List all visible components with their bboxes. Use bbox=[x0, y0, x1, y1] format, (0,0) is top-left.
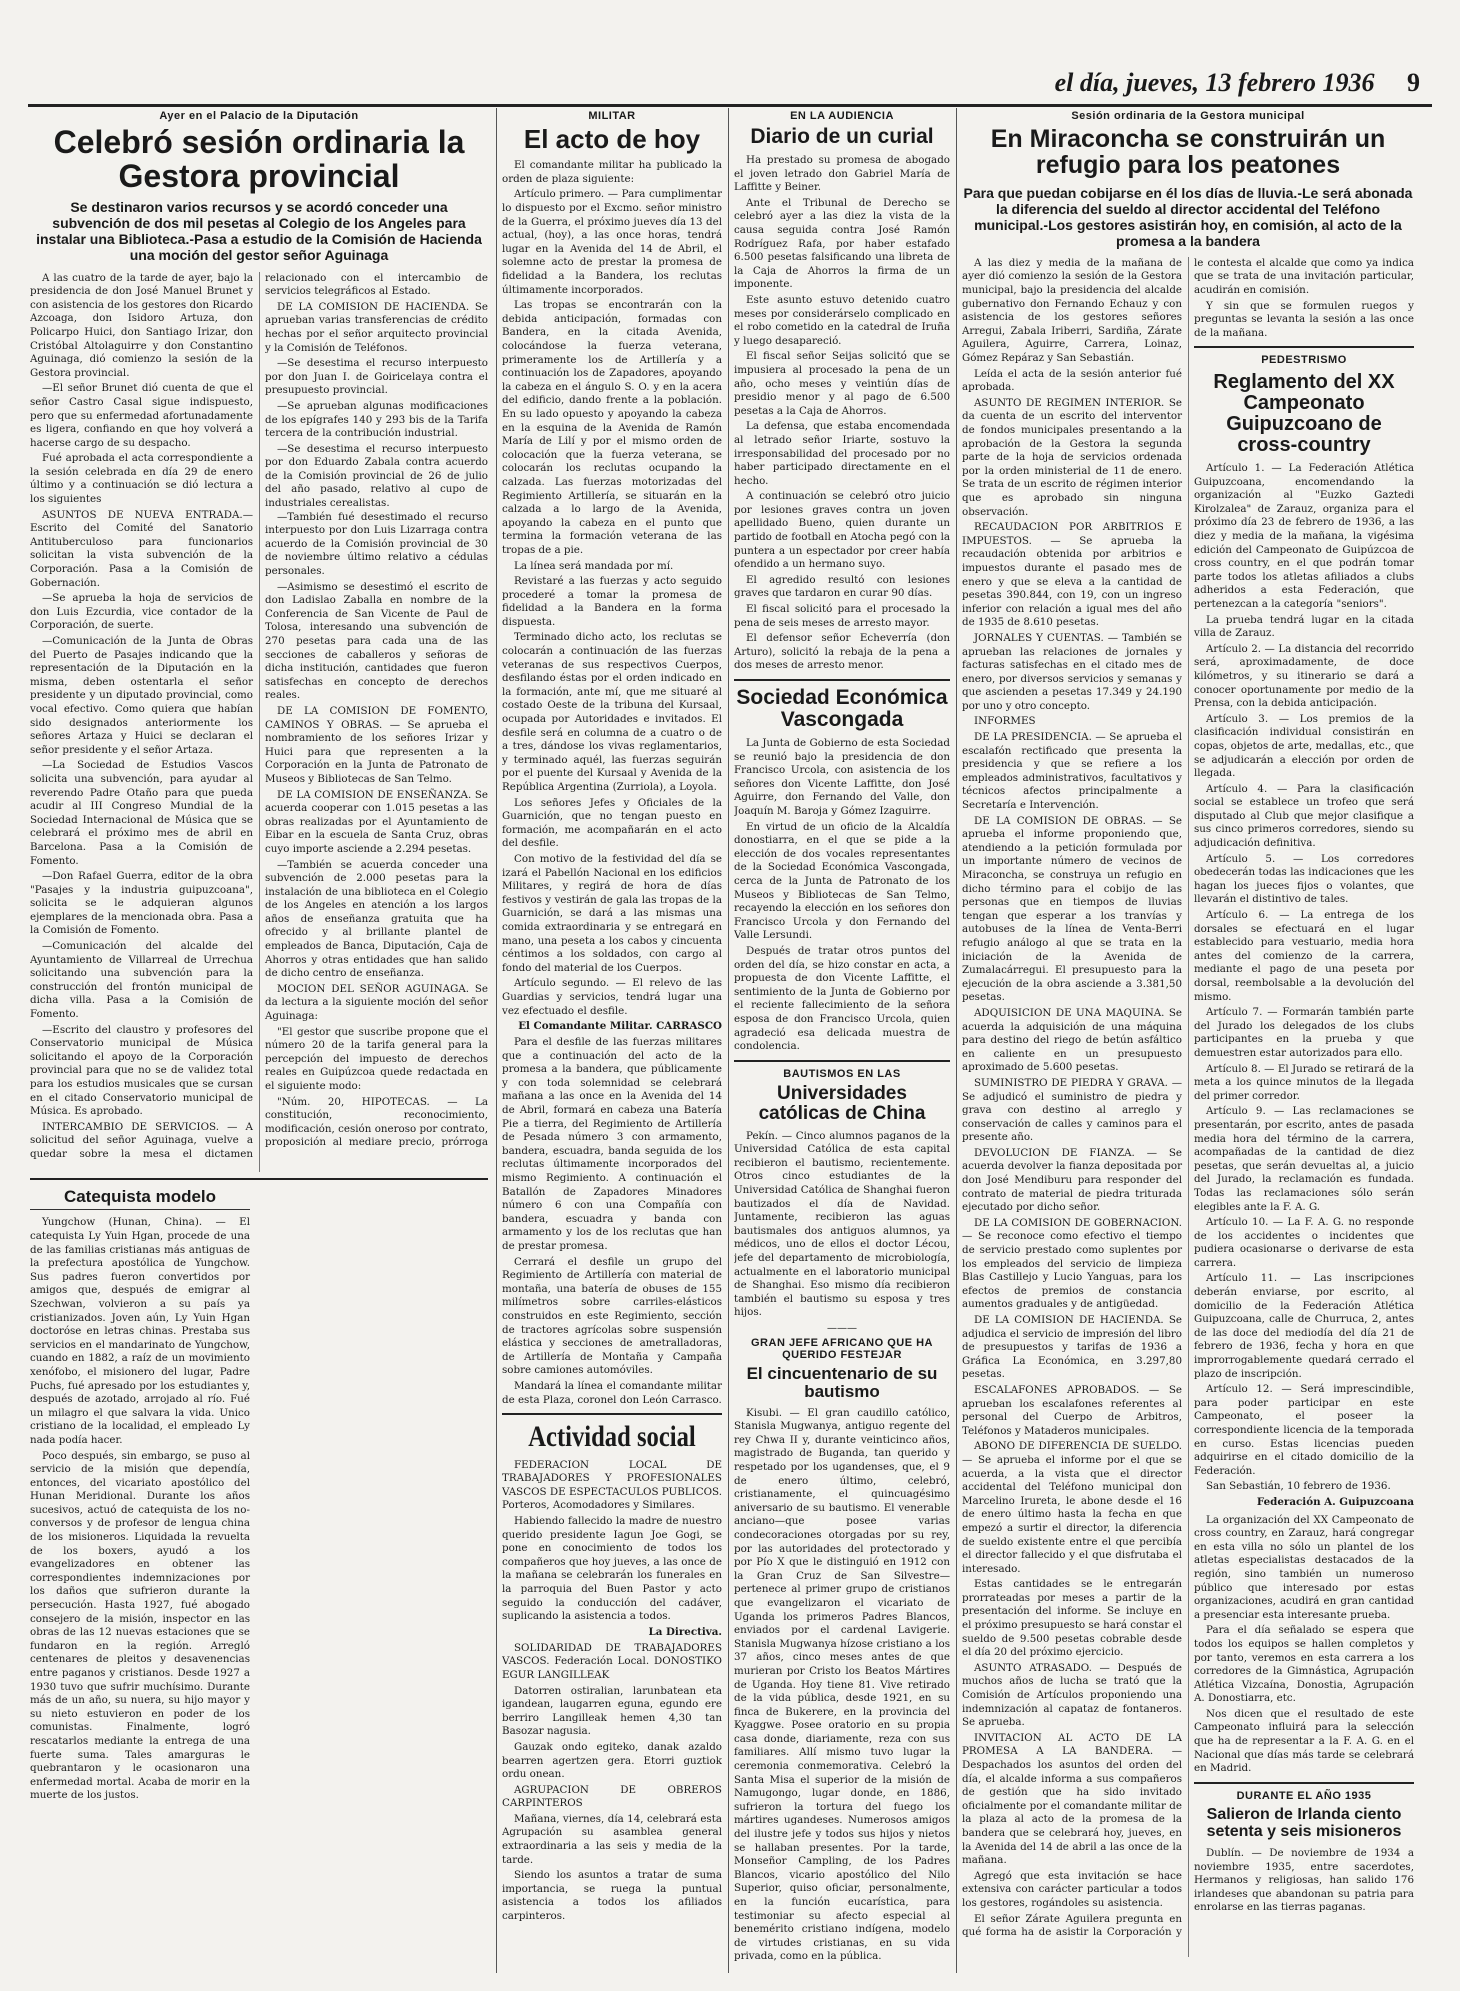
paragraph: Artículo 9. — Las reclamaciones se presentarán, por escrito, antes de pasada media hora del término de la carrera, acompañadas de la cantidad de diez pesetas, que serán devueltas al, a juicio del Jurado, la reclamación es fundada. Todas las reclamaciones sólo serán elegibles ante la F. A. G. bbox=[1194, 1105, 1414, 1213]
paragraph: Gauzak ondo egiteko, danak azaldo bearren agertzen gera. Etorri guztiok ordu onean. bbox=[502, 1740, 722, 1781]
article-audiencia bbox=[734, 108, 950, 1973]
paragraph: Poco después, sin embargo, se puso al servicio de la misión que dependía, entonces, del vicariato apostólico del Hunan Meridional. Durante los años sucesivos, actuó de catequista de los no-conversos y de profesor de lengua china de los misioneros. Liquidada la revuelta de los boxers, ayudó a los evangelizadores en obtener las correspondientes indemnizaciones por los daños que sufrieron durante la persecución. Hasta 1927, fué abogado consejero de la misión, inspector en las obras de las 12 nuevas estaciones que se fundaron en la región. Arregló centenares de pleitos y desavenencias entre paganos y cristianos. Desde 1927 a 1930 tuvo que sufrir muchísimo. Durante más de un año, su nuera, su hijo mayor y su nieto estuvieron en poder de los comunistas. Finalmente, logró rescatarlos mediante la entrega de una fuerte suma. Tales amarguras le quebrantaron y le ocasionaron una enfermedad mortal. Acaba de morir en la muerte de los justos. bbox=[30, 1449, 250, 1802]
paragraph: Dublín. — De noviembre de 1934 a noviembre 1935, entre sacerdotes, Hermanos y religiosas, han salido 176 irlandeses que abandonan su patria para enrolarse en las tierras paganas. bbox=[1194, 1847, 1414, 1914]
paragraph: Este asunto estuvo detenido cuatro meses por considerárselo complicado en el robo cometido en la catedral de Iruña y luego desapareció. bbox=[734, 293, 950, 347]
paragraph: El comandante militar ha publicado la orden de plaza siguiente: bbox=[502, 159, 722, 185]
paragraph: Artículo 4. — Para la clasificación social se establece un trofeo que será disputado al Club que mejor clasifique a sus cinco primeros corredores, siendo su adjudicación definitiva. bbox=[1194, 782, 1414, 850]
kicker: BAUTISMOS EN LAS bbox=[783, 1067, 901, 1080]
paragraph: A las diez y media de la mañana de ayer dió comienzo la sesión de la Gestora municipal, bajo la presidencia del alcalde gubernativo don Fernando Echauz y con asistencia de los gestores señores Arregui, Zabala Iriberri, Sardiña, Zárate Aguilera, Aguirre, Carrera, Loinaz, Gómez Repáraz y San Sebastián. bbox=[962, 256, 1182, 365]
paragraph: ADQUISICION DE UNA MAQUINA. Se acuerda la adquisición de una máquina para destino del riego de betún asfáltico en caliente en un presupuesto aproximado de 5.600 pesetas. bbox=[962, 1006, 1182, 1074]
paragraph: Datorren ostiralian, larunbatean eta igandean, laugarren eguna, egundo ere berriro Langilleak hemen 4,30 tan Basozar nagusia. bbox=[502, 1684, 722, 1738]
divider bbox=[502, 1413, 722, 1415]
univ-body bbox=[734, 1130, 950, 1320]
masthead-title: el día, jueves, 13 febrero 1936 bbox=[1054, 68, 1375, 97]
paragraph: Leída el acta de la sesión anterior fué aprobada. bbox=[962, 367, 1182, 394]
paragraph: —Se aprueban algunas modificaciones de los epígrafes 140 y 293 bis de la Tarifa tercera de la contribución industrial. bbox=[265, 399, 488, 440]
kicker: GRAN JEFE AFRICANO QUE HA QUERIDO FESTEJAR bbox=[751, 1336, 933, 1361]
paragraph: Después de tratar otros puntos del orden del día, se hizo constar en acta, a propuesta de don Vicente Laffitte, el sentimiento de la Junta de Gobierno por el reciente fallecimiento de la señora esposa de don Francisco Urcola, quien agradeció esa delicada muestra de condolencia. bbox=[734, 945, 950, 1053]
paragraph: Nos dicen que el resultado de este Campeonato influirá para la selección que ha de representar a la F. A. G. en el Nacional que días más tarde se celebrará en Madrid. bbox=[1194, 1707, 1414, 1775]
paragraph: MOCION DEL SEÑOR AGUINAGA. Se da lectura a la siguiente moción del señor Aguinaga: bbox=[265, 982, 488, 1023]
kicker: Ayer en el Palacio de la Diputación bbox=[159, 110, 359, 122]
paragraph: En virtud de un oficio de la Alcaldía donostiarra, en el que se pide a la elección de dos vocales representantes de la Sociedad Económica Vascongada, cerca de la Junta de Patronato de los Museos y Bibliotecas de San Telmo, recayendo la elección en los señores don Francisco Urcola y don Fernando del Valle Lersundi. bbox=[734, 820, 950, 942]
headline: Celebró sesión ordinaria la Gestora provincial bbox=[53, 124, 465, 194]
paragraph: —Escrito del claustro y profesores del Conservatorio municipal de Música solicitando el apoyo de la Corporación provincial para que no se de validez total para los estudios musicales que se cursan en el citado Conservatorio municipal de Música. Es aprobado. bbox=[30, 1023, 253, 1118]
article-body bbox=[30, 1216, 250, 1803]
paragraph: "Núm. 20, HIPOTECAS. — La constitución, reconocimiento, modificación, cesión oneroso por contrato, proposición al mediare precio, prórroga bbox=[265, 1095, 488, 1149]
headline: Salieron de Irlanda ciento setenta y seis misioneros bbox=[1206, 1806, 1402, 1841]
kicker: PEDESTRISMO bbox=[1261, 354, 1347, 367]
paragraph: DE LA COMISION DE HACIENDA. Se aprueban varias transferencias de crédito hechas por el señor arquitecto provincial y la Comisión de Teléfonos. bbox=[265, 300, 488, 354]
paragraph: Artículo 11. — Las inscripciones deberán enviarse, por escrito, al domicilio de la Federación Atlética Guipuzcoana, calle de Churruca, 2, antes de las doce del mediodía del día 21 de febrero de 1936, fecha y hora en que improrrogablemente quedará cerrado el plazo de inscripción. bbox=[1194, 1272, 1414, 1380]
paragraph: FEDERACION LOCAL DE TRABAJADORES Y PROFESIONALES VASCOS DE ESPECTACULOS PUBLICOS. Porteros, Acomodadores y Similares. bbox=[502, 1458, 722, 1512]
divider bbox=[1194, 1782, 1414, 1784]
paragraph: La prueba tendrá lugar en la citada villa de Zarauz. bbox=[1194, 613, 1414, 640]
paragraph: El fiscal señor Seijas solicitó que se impusiera al procesado la pena de un año, ocho meses y veintiún días de presidio menor y al pago de 6.500 pesetas a la Caja de Ahorros. bbox=[734, 350, 950, 417]
divider bbox=[30, 1178, 488, 1180]
headline: En Miraconcha se construirán un refugio para los peatones bbox=[990, 125, 1386, 180]
paragraph: —Se aprueba la hoja de servicios de don Luis Ezcurdia, vice contador de la Corporación, de suerte. bbox=[30, 592, 253, 632]
paragraph: DE LA PRESIDENCIA. — Se aprueba el escalafón rectificado que presenta la presidencia y que se refiere a los empleados administrativos, facultativos y técnicos afectos principalmente a Secretaría e Intervención. bbox=[962, 731, 1182, 812]
paragraph: INVITACION AL ACTO DE LA PROMESA A LA BANDERA. — Despachados los asuntos del orden del día, el alcalde informa a sus compañeros de gestión que ha sido invitado oficialmente por el comandante militar de la plaza al acto de la promesa de la bandera que se celebrará hoy, jueves, en la Avenida del 14 de abril a las once de la mañana. bbox=[962, 1731, 1182, 1867]
paragraph: DEVOLUCION DE FIANZA. — Se acuerda devolver la fianza depositada por don José Mendiburu para responder del contrato de material de piedra triturada ejecutado por dicho señor. bbox=[962, 1146, 1182, 1214]
ped-body bbox=[1194, 462, 1414, 1494]
paragraph: Artículo 12. — Será imprescindible, para poder participar en este Campeonato, el poseer la correspondiente licencia de la temporada en curso. Estas licencias pueden adquirirse en el citado domicilio de la Federación. bbox=[1194, 1383, 1414, 1477]
paragraph: —Comunicación del alcalde del Ayuntamiento de Villarreal de Urrechua solicitando una subvención para la construcción del frontón municipal de dicha villa. Pasa a la Comisión de Fomento. bbox=[30, 940, 253, 1021]
paragraph: Kisubi. — El gran caudillo católico, Stanisla Mugwanya, antiguo regente del rey Chwa II y, durante veinticinco años, magistrado de Buganda, tan querido y respetado por los ugandenses, que, el 9 de enero último, celebró, cristianamente, el quincuagésimo aniversario de su bautismo. El venerable anciano—que posee varias condecoraciones otorgadas por su rey, por las autoridades del protectorado y por Pío X que le distinguió en 1912 con la Gran Cruz de San Silvestre—pertenece al primer grupo de cristianos que evangelizaron el vicariato de Uganda los primeros Padres Blancos, enviados por el cardenal Lavigerie. Stanisla Mugwanya hízose cristiano a los 37 años, cinco meses antes de que murieran por Cristo los Beatos Mártires de Uganda. Hoy tiene 81. Vive retirado de la vida pública, desde 1921, en su finca de Bukerere, en la provincia del Kyaggwe. Posee oratorio en su propia casa donde, diariamente, reza con sus familiares. Allí mismo tuvo lugar la ceremonia conmemorativa. Celebró la Santa Misa el superior de la misión de Namugongo, lugar donde, en 1886, sufrieron la tortura del fuego los mártires ugandeses. Numerosos amigos del ilustre jefe y todos sus hijos y nietos se hallaban presentes. Por la tarde, Monseñor Campling, de los Padres Blancos, vicario apostólico del Nilo Superior, quiso oficiar, personalmente, en la función eucarística, para testimoniar su afecto especial al benemérito cristiano indígena, modelo de virtudes cristianas, en su vida privada, como en la pública. bbox=[734, 1406, 950, 1963]
paragraph: ABONO DE DIFERENCIA DE SUELDO. — Se aprueba el informe por el que se acuerda, a la vista que el director accidental del Teléfono municipal don Marcelino Irureta, le abone desde el 16 de enero último hasta la fecha en que empezó a surtir el director, la diferencia de sueldo existente entre el que percibía el director fallecido y el que disfrutaba el interesado. bbox=[962, 1440, 1182, 1575]
paragraph: DE LA COMISION DE FOMENTO, CAMINOS Y OBRAS. — Se aprueba el nombramiento de los señores Irizar y Huici para que representen a la Corporación en la Junta de Patronato de Museos y Bibliotecas de San Telmo. bbox=[265, 704, 488, 785]
paragraph: Artículo 8. — El Jurado se retirará de la meta a los quince minutos de la llegada del primer corredor. bbox=[1194, 1062, 1414, 1102]
paragraph: San Sebastián, 10 febrero de 1936. bbox=[1206, 1480, 1391, 1493]
paragraph: SUMINISTRO DE PIEDRA Y GRAVA. — Se adjudicó el suministro de piedra y grava con destino al arreglo y conservación de calles y caminos para el presente año. bbox=[962, 1076, 1182, 1144]
paragraph: ASUNTO DE REGIMEN INTERIOR. Se da cuenta de un escrito del interventor de fondos municipales presentando a la aprobación de la Gestora la segunda parte de la hoja de servicios ordenada por la orden ministerial de 11 de enero. Se trata de un escrito de régimen interior que es aprobado sin ninguna observación. bbox=[962, 396, 1182, 518]
column-rule bbox=[728, 108, 729, 1973]
paragraph: Terminado dicho acto, los reclutas se colocarán a continuación de las fuerzas veteranas de sus respectivos Cuerpos, desfilando éstas por el orden indicado en la formación, ante mí, que me situaré al costado Oeste de la tribuna del Kursaal, ocupada por Autoridades e invitados. El desfile será en columna de a cuatro o de a tres, dándose los vivas reglamentarios, y terminado aquél, las fuerzas seguirán por el puente del Kursaal y Avenida de la República Argentina (Zurriola), a Loyola. bbox=[502, 631, 722, 794]
paragraph: Artículo 2. — La distancia del recorrido será, aproximadamente, de doce kilómetros, y su itinerario se dará a conocer oportunamente por medio de la Prensa, con la debida anticipación. bbox=[1194, 642, 1414, 710]
paragraph: Artículo primero. — Para cumplimentar lo dispuesto por el Excmo. señor ministro de la Guerra, el próximo jueves día 13 del actual, (hoy), a las once horas, tendrá lugar en la Avenida del 14 de Abril, el solemne acto de prestar la promesa de fidelidad a la Bandera, los reclutas últimamente incorporados. bbox=[502, 188, 722, 296]
masthead bbox=[1055, 68, 1420, 102]
paragraph: ESCALAFONES APROBADOS. — Se aprueban los escalafones referentes al personal del Cuerpo de Arbitros, Teléfonos y Mataderos municipales. bbox=[962, 1383, 1182, 1437]
paragraph: Mañana, viernes, día 14, celebrará esta Agrupación su asamblea general extraordinaria a las seis y media de la tarde. bbox=[502, 1812, 722, 1866]
article-body bbox=[502, 159, 722, 1018]
article-gestora-provincial bbox=[30, 108, 488, 1973]
paragraph: ASUNTO ATRASADO. — Después de muchos años de lucha se trató que la Comisión de Artículos proponiendo una indemnización al capataz de fontaneros. Se aprueba. bbox=[962, 1661, 1182, 1729]
gran-body bbox=[734, 1407, 950, 1964]
article-body bbox=[962, 257, 1414, 1957]
paragraph: Cerrará el desfile un grupo del Regimiento de Artillería con material de montaña, una batería de obuses de 155 milímetros sobre carriles-elásticos construidos en este Regimiento, sección de tractores agrícolas sobre suspensión elástica y secciones de ametralladoras, de Artillería de Montaña y Campaña sobre camiones automóviles. bbox=[502, 1255, 722, 1377]
article-body bbox=[734, 154, 950, 673]
social-body bbox=[502, 1459, 722, 1624]
paragraph: SOLIDARIDAD DE TRABAJADORES VASCOS. Federación Local. DONOSTIKO EGUR LANGILLEAK bbox=[502, 1641, 722, 1681]
paragraph: ASUNTOS DE NUEVA ENTRADA.— Escrito del Comité del Sanatorio Antituberculoso para funcionarios solicitan la vista subvención de la Corporación. Pasa a la Comisión de Gobernación. bbox=[30, 508, 253, 589]
paragraph: —Comunicación de la Junta de Obras del Puerto de Pasajes indicando que la representación de la Diputación en la misma, deben ostentarla el señor presidente y un diputado provincial, como vocal efectivo. Como quiera que habían sido designados anteriormente los señores Artaza y Huici se declaran el señor presidente y el señor Artaza. bbox=[30, 635, 253, 756]
article-acto-de-hoy bbox=[502, 108, 722, 1973]
paragraph: INTERCAMBIO DE SERVICIOS. — A solicitud del señor Aguinaga, vuelve a quedar sobre la mesa el dictamen relacionado con el intercambio de servicios telegráficos al Estado. bbox=[30, 271, 488, 1160]
paragraph: Artículo 7. — Formarán también parte del Jurado los delegados de los clubs participantes en la prueba y que demuestren estar autorizados para ello. bbox=[1194, 1006, 1414, 1059]
paragraph: Artículo 1. — La Federación Atlética Guipuzcoana, encomendando la organización al "Euzko Gaztedi Kirolzalea" de Zarauz, organiza para el próximo día 23 de febrero de 1936, a las diez y media de la mañana, la vigésima edición del Campeonato de Guipúzcoa de cross country, en el que podrán tomar parte todos los atletas afiliados a clubs adheridos a esta Federación, que pertenezcan a la categoría "seniors". bbox=[1194, 462, 1414, 610]
paragraph: Artículo 5. — Los corredores obedecerán todas las indicaciones que les hagan los jueces fijos o volantes, que llevarán el distintivo de tales. bbox=[1194, 852, 1414, 906]
page-number: 9 bbox=[1407, 68, 1420, 97]
paragraph: Artículo 6. — La entrega de los dorsales se efectuará en el lugar establecido para vestuario, media hora antes del comienzo de la carrera, mediante el pago de una peseta por dorsal, reembolsable a la devolución del mismo. bbox=[1194, 909, 1414, 1003]
paragraph: Para el día señalado se espera que todos los equipos se hallen completos y por tanto, veremos en esta carrera a los corredores de la Gimnástica, Agrupación Atlética Vizcaína, Donostia, Agrupación A. Donostiarra, etc. bbox=[1194, 1624, 1414, 1705]
ped-body-2 bbox=[1194, 1514, 1414, 1776]
headline: El acto de hoy bbox=[523, 124, 701, 154]
paragraph: DE LA COMISION DE OBRAS. — Se aprueba el informe proponiendo que, atendiendo a la petición formulada por un importante número de vecinos de Miraconcha, se construya un refugio en dicho término para el cobijo de las personas que en tiempos de lluvias tengan que esperar a los tranvías y autobuses de la línea de Venta-Berri refugio análogo al que se trata en la iniciación de la Avenida de Zumalacárregui. El presupuesto para la ejecución de la obra asciende a 3.381,50 pesetas. bbox=[962, 814, 1182, 1004]
article-body-2 bbox=[502, 1036, 722, 1407]
headline: Actividad social bbox=[528, 1420, 696, 1454]
headline: Sociedad Económica Vascongada bbox=[736, 686, 948, 732]
subheadline: Se destinaron varios recursos y se acordó conceder una subvención de dos mil pesetas al Colegio de los Angeles para instalar una Biblioteca.-Pasa a estudio de la Comisión de Hacienda una moción del gestor señor Aguinaga bbox=[36, 199, 482, 264]
subheadline: Para que puedan cobijarse en él los días de lluvia.-Le será abonada la diferencia del sueldo al director accidental del Teléfono municipal.-Los gestores asistirán hoy, en comisión, al acto de la promesa a la bandera bbox=[963, 184, 1413, 249]
paragraph: —Se desestima el recurso interpuesto por don Eduardo Zabala contra acuerdo de la Comisión provincial de 26 de julio del año pasado, relativo al cupo de industriales cerealistas. bbox=[265, 442, 488, 510]
signature: La Directiva. bbox=[648, 1625, 722, 1638]
paragraph: RECAUDACION POR ARBITRIOS E IMPUESTOS. — Se aprueba la recaudación obtenida por arbitrios e impuestos durante el pasado mes de enero y que se eleva a la cantidad de pesetas 390.844, con 19, con un ingreso inferior con relación a igual mes del año de 1935 de 8.610 pesetas. bbox=[962, 521, 1182, 629]
paragraph: La organización del XX Campeonato de cross country, en Zarauz, hará congregar en esta villa no sólo un plantel de los atletas especialistas destacados de la región, sino también un numeroso público que interesado por estas organizaciones, acudirá en gran cantidad a presenciar esta interesante prueba. bbox=[1194, 1513, 1414, 1621]
headline: El cincuentenario de su bautismo bbox=[746, 1363, 938, 1401]
article-gestora-municipal bbox=[962, 108, 1414, 1973]
column-rule bbox=[956, 108, 957, 1973]
paragraph: Con motivo de la festividad del día se izará el Pabellón Nacional en los edificios Militares, y regirá de hora de días festivos y vestirán de gala las tropas de la Guarnición, se dará a las mismas una comida extraordinaria y se entregará en mano, una peseta a los cabos y cincuenta céntimos a los soldados, con cargo al fondo del material de los Cuerpos. bbox=[502, 852, 722, 974]
paragraph: El agredido resultó con lesiones graves que tardaron en curar 90 días. bbox=[734, 573, 950, 600]
paragraph: Artículo 3. — Los premios de la clasificación individual consistirán en copas, objetos de arte, medallas, etc., que se adjudicarán a elección por orden de llegada. bbox=[1194, 712, 1414, 780]
paragraph: Los señores Jefes y Oficiales de la Guarnición, que no tengan puesto en formación, me acompañarán en el acto del desfile. bbox=[502, 796, 722, 850]
paragraph: Estas cantidades se le entregarán prorrateadas por meses a partir de la presentación del informe. Se incluye en el próximo presupuesto se hará constar el sueldo de 9.500 pesetas cobrable desde el día 20 del próximo ejercicio. bbox=[962, 1578, 1182, 1659]
kicker: EN LA AUDIENCIA bbox=[790, 110, 894, 122]
paragraph: A continuación se celebró otro juicio por lesiones graves contra un joven apellidado Bueno, quien durante un partido de football en Atocha pegó con la puntera a un espectador por creer había ofendido a un hermano suyo. bbox=[734, 490, 950, 571]
kicker: MILITAR bbox=[588, 110, 636, 122]
paragraph: Agregó que esta invitación se hace extensiva con carácter particular a todos los gestores, rogándoles su asistencia. bbox=[962, 1869, 1182, 1909]
paragraph: Ha prestado su promesa de abogado el joven letrado don Gabriel María de Laffitte y Beiner. bbox=[734, 154, 950, 194]
paragraph: DE LA COMISION DE HACIENDA. Se adjudica el servicio de impresión del libro de presupuestos y tarifas de 1936 a Gráfica La Económica, en 3.297,80 pesetas. bbox=[962, 1314, 1182, 1381]
social-body-2 bbox=[502, 1642, 722, 1924]
signature: El Comandante Militar. CARRASCO bbox=[518, 1020, 722, 1033]
headline: Universidades católicas de China bbox=[758, 1082, 926, 1124]
paragraph: DE LA COMISION DE ENSEÑANZA. Se acuerda cooperar con 1.015 pesetas a las obras realizadas por el Ayuntamiento de Eibar en la escuela de Santa Cruz, obras cuyo importe asciende a 2.294 pesetas. bbox=[265, 788, 488, 855]
paragraph: El señor Zárate Aguilera pregunta en qué forma ha de asistir la Corporación y le contesta el alcalde que como ya indica que se trata de una invitación particular, acudirán en comisión. bbox=[962, 256, 1414, 1939]
paragraph: Yungchow (Hunan, China). — El catequista Ly Yuin Hgan, procede de una de las familias cristianas más antiguas de la prefectura apostólica de Yungchow. Sus padres fueron convertidos por amigos que, después de emigrar al Szechwan, volvieron a su país ya cristianizados. Joven aún, Ly Yuin Hgan doctoróse en letras chinas. Prestaba sus servicios en el mandarinato de Yungchow, cuando en 1882, a raíz de un movimiento xenófobo, el misionero del lugar, Padre Puchs, fué apresado por los estudiantes y, después de azotado, arrojado al río. Fué un milagro el que salvara la vida. Unico cristiano de la localidad, el empleado Ly nada podía hacer. bbox=[30, 1216, 250, 1446]
divider bbox=[1194, 346, 1414, 348]
paragraph: INFORMES bbox=[974, 715, 1036, 728]
paragraph: Las tropas se encontrarán con la debida anticipación, formadas con Bandera, en la citada Avenida, colocándose la fuerza veterana, primeramente los de Artillería y a continuación los de Zapadores, apoyando la cabeza en el ángulo S. O. y en la acera del edificio, dando frente a la población. En su lado opuesto y apoyando la cabeza en la esquina de la Avenida de Ramón María de Lilí y por el mismo orden de colocación que la fuerza veterana, se colocarán los reclutas ocupando la calzada. Las fuerzas motorizadas del Regimiento Artillería, se situarán en la calzada a lo largo de la Avenida, apoyando la cabeza en el punto que termina la formación veterana de las tropas de a pie. bbox=[502, 299, 722, 556]
paragraph: Ante el Tribunal de Derecho se celebró ayer a las diez la vista de la causa seguida contra José Ramón Rodríguez Rafa, por haber estafado 6.500 pesetas falsificando una libreta de la Caja de Ahorros la firma de un imponente. bbox=[734, 196, 950, 291]
top-rule bbox=[28, 104, 1432, 107]
sal-body bbox=[1194, 1847, 1414, 1915]
paragraph: La defensa, que estaba encomendada al letrado señor Iriarte, sostuvo la irresponsabilidad del procesado por no haber participado directamente en el hecho. bbox=[734, 420, 950, 487]
paragraph: Fué aprobada el acta correspondiente a la sesión celebrada en día 29 de enero último y a continuación se dió lectura a los siguientes bbox=[30, 452, 253, 506]
paragraph: Para el desfile de las fuerzas militares que a continuación del acto de la promesa a la bandera, que públicamente y con toda solemnidad se celebrará mañana a las once en la Avenida del 14 de Abril, formará en cabeza una Batería Pie a tierra, del Regimiento de Artillería de Pesada número 3 con armamento, bandera, escuadra, banda seguida de los reclutas últimamente incorporados del mismo Regimiento. A continuación el Batallón de Zapadores Minadores número 6 con una Compañía con bandera, escuadra y banda con armamento y los de los reclutas que han de prestar promesa. bbox=[502, 1036, 722, 1253]
divider bbox=[734, 1060, 950, 1062]
paragraph: —Asimismo se desestimó el escrito de don Ladislao Zaballa en nombre de la Conferencia de San Vicente de Paul de Tolosa, interesando una subvención de 270 pesetas para cada una de las secciones de caballeros y señoras de dicha institución, cantidades que fueron satisfechas en concepto de derechos reales. bbox=[265, 580, 488, 702]
paragraph: Habiendo fallecido la madre de nuestro querido presidente Iagun Joe Gogi, se pone en conocimiento de todos los compañeros que hoy jueves, a las once de la mañana se celebrarán los funerales en la parroquia del Buen Pastor y acto seguido la conducción del cadáver, suplicando la asistencia a todos. bbox=[502, 1515, 722, 1623]
paragraph: Revistaré a las fuerzas y acto seguido procederé a tomar la promesa de fidelidad a la Bandera en la forma dispuesta. bbox=[502, 575, 722, 628]
paragraph: Y sin que se formulen ruegos y preguntas se levanta la sesión a las once de la mañana. bbox=[1194, 299, 1414, 339]
paragraph: A las cuatro de la tarde de ayer, bajo la presidencia de don José Manuel Brunet y con asistencia de los gestores don Ricardo Azcoaga, don Isidoro Artuza, don Policarpo Huici, don Santiago Irizar, don Cristóbal Altolaguirre y don Constantino Aguinaga, dió comienzo la sesión de la Gestora provincial. bbox=[30, 271, 253, 379]
signature: Federación A. Guipuzcoana bbox=[1256, 1495, 1414, 1508]
kicker: Sesión ordinaria de la Gestora municipal bbox=[1071, 110, 1305, 122]
paragraph: —También fué desestimado el recurso interpuesto por don Luis Lizarraga contra acuerdo de la Comisión provincial de 30 de noviembre último relativo a cédulas personales. bbox=[265, 510, 488, 578]
divider bbox=[734, 679, 950, 681]
kicker: DURANTE EL AÑO 1935 bbox=[1236, 1789, 1372, 1802]
ornament: ——— bbox=[827, 1322, 857, 1334]
headline: Diario de un curial bbox=[750, 125, 934, 148]
paragraph: "El gestor que suscribe propone que el número 20 de la tarifa general para la percepción del impuesto de derechos reales en Guipúzcoa quede redactada en el siguiente modo: bbox=[265, 1025, 488, 1092]
paragraph: El fiscal solicitó para el procesado la pena de seis meses de arresto mayor. bbox=[734, 603, 950, 629]
paragraph: —También se acuerda conceder una subvención de 2.000 pesetas para la instalación de una biblioteca en el Colegio de los Angeles en atención a los largos años de enseñanza gratuita que ha ofrecido y al brillante plantel de empleados de Banca, Diputación, Caja de Ahorros y otras entidades que han salido de dicho centro de enseñanza. bbox=[265, 858, 488, 980]
headline: Catequista modelo bbox=[30, 1188, 250, 1211]
soc-body bbox=[734, 737, 950, 1054]
paragraph: —El señor Brunet dió cuenta de que el señor Castro Casal sigue indispuesto, pero que su enfermedad afortunadamente es ligera, confiando en que hoy volverá a hacerse cargo de su despacho. bbox=[30, 382, 253, 449]
paragraph: Mandará la línea el comandante militar de esta Plaza, coronel don León Carrasco. bbox=[502, 1379, 722, 1406]
paragraph: —Don Rafael Guerra, editor de la obra "Pasajes y la industria guipuzcoana", solicita se le adquieran algunos ejemplares de la mencionada obra. Pasa a la Comisión de Fomento. bbox=[30, 870, 253, 937]
paragraph: —Se desestima el recurso interpuesto por don Juan I. de Goiricelaya contra el presupuesto provincial. bbox=[265, 357, 488, 397]
paragraph: Siendo los asuntos a tratar de suma importancia, se ruega la puntual asistencia a todos los afiliados carpinteros. bbox=[502, 1869, 722, 1923]
paragraph: DE LA COMISION DE GOBERNACION. — Se reconoce como efectivo el tiempo de servicio prestado como suplentes por los empleados del servicio de limpieza Blas Castillejo y Lucio Yanguas, para los efectos de premios de constancia aumentos graduales y de antigüedad. bbox=[962, 1216, 1182, 1311]
paragraph: Pekín. — Cinco alumnos paganos de la Universidad Católica de esta capital recibieron el bautismo, recientemente. Otros cinco estudiantes de la Universidad Católica de Shanghai fueron bautizados el día de Navidad. Juntamente, recibieron las aguas bautismales dos antiguos alumnos, ya médicos, uno de ellos el doctor Lécou, jefe del departamento de microbiología, actualmente en el laboratorio municipal de Shanghai. Eso mismo día recibieron también el bautismo su esposa y tres hijos. bbox=[734, 1129, 950, 1319]
paragraph: AGRUPACION DE OBREROS CARPINTEROS bbox=[502, 1783, 722, 1810]
paragraph: La Junta de Gobierno de esta Sociedad se reunió bajo la presidencia de don Francisco Urcola, con asistencia de los señores don Vicente Laffitte, don José Aguirre, don Fernando del Valle, don Joaquín M. Baroja y Gómez Izaguirre. bbox=[734, 737, 950, 818]
paragraph: Artículo segundo. — El relevo de las Guardias y servicios, tendrá lugar una vez efectuado el desfile. bbox=[502, 977, 722, 1017]
article-body bbox=[30, 272, 488, 1172]
paragraph: JORNALES Y CUENTAS. — También se aprueban las relaciones de jornales y facturas satisfechas en el citado mes de enero, por diversos servicios y semanas y que ascienden a pesetas 17.349 y 24.190 por uno y otro concepto. bbox=[962, 631, 1182, 712]
paragraph: La línea será mandada por mí. bbox=[514, 559, 674, 572]
column-rule bbox=[496, 108, 497, 1973]
paragraph: —La Sociedad de Estudios Vascos solicita una subvención, para ayudar al reverendo Padre Otaño para que pueda acudir al III Congreso Mundial de la Sociedad Internacional de Música que se celebrará el próximo mes de abril en Barcelona. Pasa a la Comisión de Fomento. bbox=[30, 759, 253, 867]
article-catequista bbox=[30, 1186, 250, 1805]
headline: Reglamento del XX Campeonato Guipuzcoano de cross-country bbox=[1213, 371, 1395, 457]
paragraph: Artículo 10. — La F. A. G. no responde de los accidentes o incidentes que pudiera ocasionarse o derivarse de esta carrera. bbox=[1194, 1216, 1414, 1269]
paragraph: El defensor señor Echeverría (don Arturo), solicitó la rebaja de la pena a dos meses de arresto menor. bbox=[734, 632, 950, 672]
